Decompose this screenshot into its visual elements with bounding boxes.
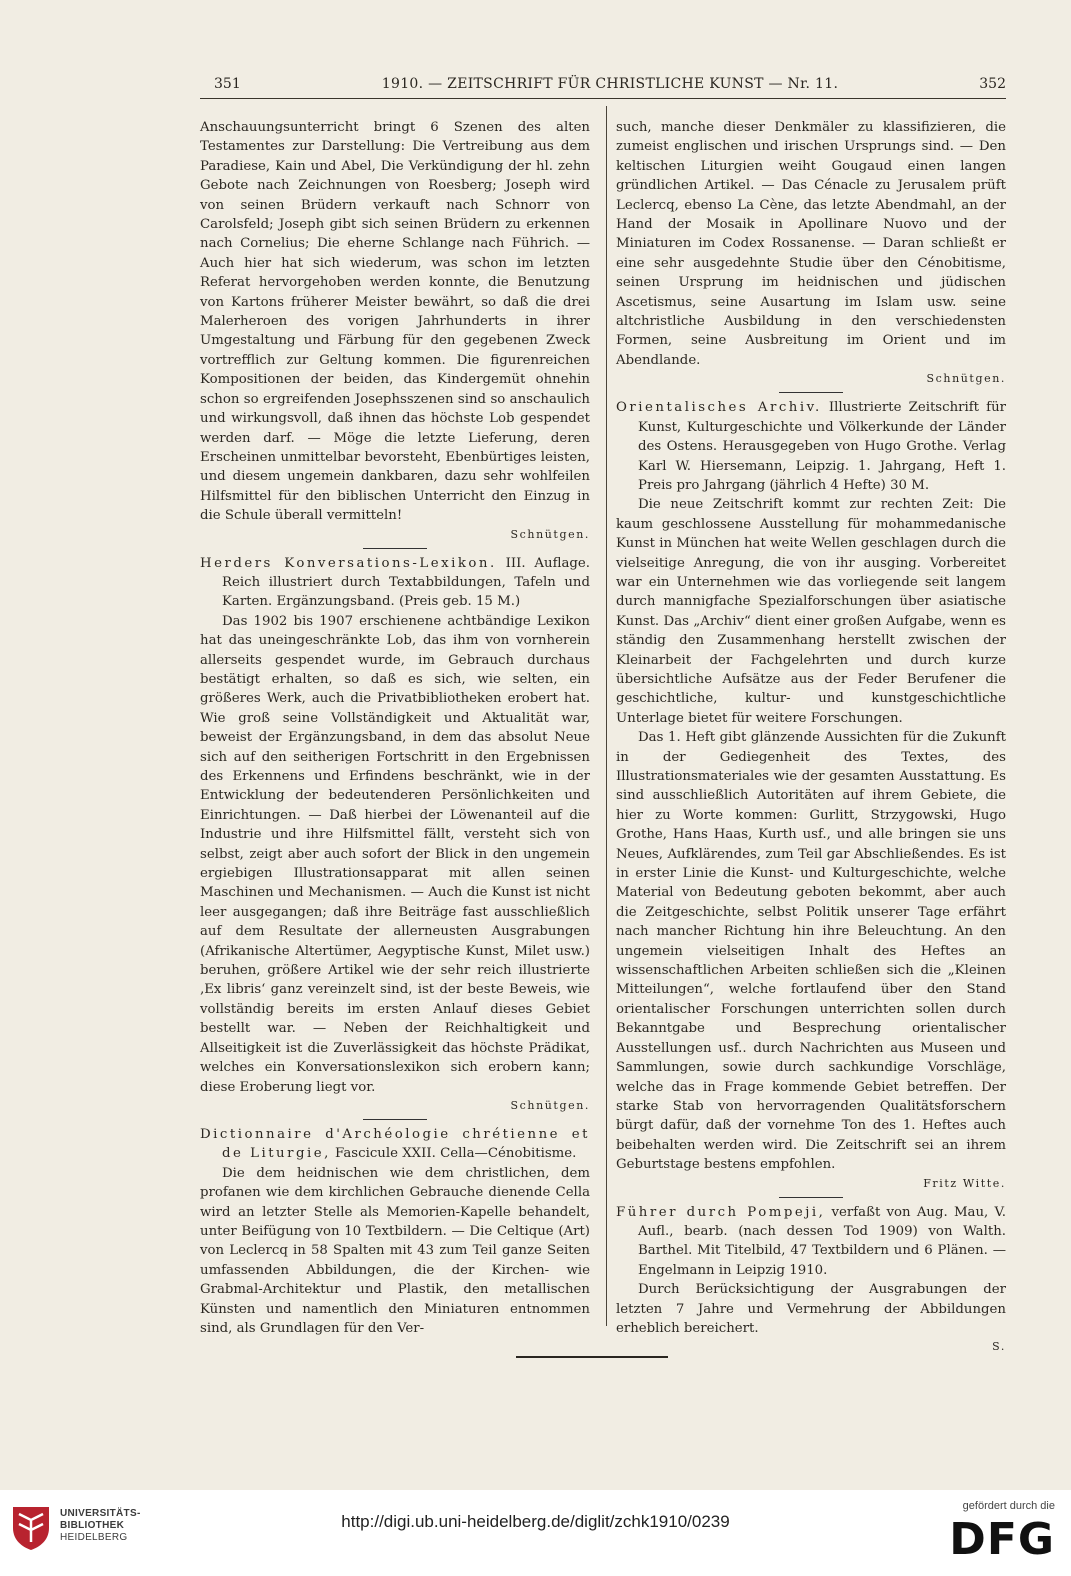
paragraph: Die neue Zeitschrift kommt zur rechten Zeit: Die kaum geschlossene Ausstellung für mohammedanische Kunst in München hat weite Wellen geschlagen durch die vielseitige Anregung, die von ihr ausging. Vorbereitet war ein Unternehmen wie das vorliegende seit langem durch mannigfache Spezialforschungen über asiatische Kunst. Das „Archiv“ dient einer großen Aufgabe, wenn es ständig den Zusammenhang herstellt zwischen der Kleinarbeit der Fachgelehrten und durch kurze übersichtliche Aufsätze aus der Feder Berufener die geschichtliche, kultur- und kunstgeschichtliche Unterlage bietet für weitere Forschungen.	[616, 497, 1006, 726]
right-column	[616, 118, 1006, 1355]
review-heading	[200, 1125, 590, 1164]
signature: Schnütgen.	[926, 372, 1006, 386]
signature: Fritz Witte.	[923, 1176, 1006, 1190]
review-details: Fascicule XXII. Cella—Cénobitisme.	[330, 1146, 577, 1162]
paragraph: Anschauungsunterricht bringt 6 Szenen des alten Testamentes zur Darstellung: Die Vertreibung aus dem Paradiese, Kain und Abel, Die Verkündigung der hl. zehn Gebote nach Zeichnungen von Roesberg; Joseph wird von seinen Brüdern verkauft nach Schnorr von Carolsfeld; Joseph gibt sich seinen Brüdern zu erkennen nach Cornelius; Die eherne Schlange nach Führich. — Auch hier hat sich wiederum, was schon im letzten Referat hervorgehoben werden konnte, die Benutzung von Kartons früherer Meister bewährt, so daß die drei Malerheroen des vorigen Jahrhunderts in ihrer Umgestaltung und Färbung für den gegebenen Zweck vortrefflich zur Geltung kommen. Die figurenreichen Kompositionen der beiden, das Kindergemüt ohnehin schon so ergreifenden Josephsszenen sind so anschaulich und wirkungsvoll, daß ihnen das höchste Lob gespendet werden darf. — Möge die letzte Lieferung, deren Erscheinen unmittelbar bevorsteht, Ebenbürtiges leisten, und diesem ungemein dankbaren, dazu sehr wohlfeilen Hilfsmittel für den biblischen Unterricht den Einzug in die Schule überall vermitteln!	[200, 120, 590, 524]
paragraph: Durch Berücksichtigung der Ausgrabungen der letzten 7 Jahre und Vermehrung der Abbildungen erheblich bereichert.	[616, 1282, 1006, 1336]
library-name-line: BIBLIOTHEK	[60, 1520, 125, 1531]
signature: Schnütgen.	[510, 1098, 590, 1112]
review-details: Illustrierte Zeitschrift für Kunst, Kulturgeschichte und Völkerkunde der Länder des Ostens. Herausgegeben von Hugo Grothe. Verlag Karl W. Hiersemann, Leipzig. 1. Jahrgang, Heft 1. Preis pro Jahrgang (jährlich 4 Hefte) 30 M.	[638, 400, 1006, 493]
viewer-footer	[0, 1490, 1071, 1576]
review-heading	[200, 554, 590, 612]
paragraph: Die dem heidnischen wie dem christlichen, dem profanen wie dem kirchlichen Gebrauche dienende Cella wird an letzter Stelle als Memorien-Kapelle behandelt, unter Beifügung von 10 Textbildern. — Die Celtique (Art) von Leclercq in 58 Spalten mit 43 zum Teil ganze Seiten umfassenden Abbildungen, die der Kirchen- wie Grabmal-Architektur und Plastik, den metallischen Künsten und namentlich den Miniaturen entnommen sind, als Grundlagen für den Ver-	[200, 1165, 590, 1336]
review-heading	[616, 1203, 1006, 1281]
journal-title: 1910. — ZEITSCHRIFT FÜR CHRISTLICHE KUNST — Nr. 11.	[381, 76, 839, 92]
running-header	[214, 76, 1006, 94]
paragraph: such, manche dieser Denkmäler zu klassifizieren, die zumeist englischen und irischen Ursprungs sind. — Den keltischen Liturgien weiht Gougaud einen langen gründlichen Artikel. — Das Cénacle zu Jerusalem prüft Leclercq, ebenso La Cène, das letzte Abendmahl, an der Hand der Mosaik in Apollinare Nuovo und der Miniaturen im Codex Rossanense. — Daran schließt er eine sehr ausgedehnte Studie über den Cénobitisme, seinen Ursprung im heidnischen und jüdischen Ascetismus, seine Ausartung im Islam usw. seine altchristliche Ausbildung in den verschiedensten Formen, seine Ausbreitung im Orient und im Abendlande.	[616, 120, 1006, 368]
separator-rule	[363, 1119, 427, 1120]
signature: Schnütgen.	[510, 527, 590, 541]
column-divider	[606, 106, 607, 1326]
separator-rule	[779, 1197, 843, 1198]
paragraph: Das 1902 bis 1907 erschienene achtbändige Lexikon hat das uneingeschränkte Lob, das ihm von vornherein allerseits gespendet wurde, im Gebrauch durchaus bestätigt erhalten, so daß es sich, wie selten, ein größeres Werk, auch die Privatbibliotheken erobert hat. Wie groß seine Vollständigkeit und Aktualität war, beweist der Ergänzungsband, in dem das absolut Neue sich auf den seitherigen Fortschritt in den Ergebnissen des Erkennens und Erfindens beschränkt, wie in der Entwicklung der bedeutenderen Persönlichkeiten und Einrichtungen. — Daß hierbei der Löwenanteil auf die Industrie und ihre Hilfsmittel fällt, versteht sich von selbst, zeigt aber auch sofort der Blick in den ungemein ergiebigen Illustrationsapparat mit allen seinen Maschinen und Mechanismen. — Auch die Kunst ist nicht leer ausgegangen; daß ihre Beiträge fast ausschließlich auf dem Resultate der allerneusten Ausgrabungen (Afrikanische Altertümer, Aegyptische Kunst, Milet usw.) beruhen, größere Artikel wie der sehr reich illustrierte ‚Ex libris‘ ganz vereinzelt sind, ist der beste Beweis, wie vollständig bereits im ersten Anlauf dieses Gebiet bestellt war. — Neben der Reichhaltigkeit und Allseitigkeit ist die Zuverlässigkeit das höchste Prädikat, welches ein Konversationslexikon sich erobern kann; diese Eroberung liegt vor.	[200, 613, 590, 1095]
review-title: Herders Konversations-Lexikon.	[200, 555, 497, 571]
review-details: verfaßt von Aug. Mau, V. Aufl., bearb. (nach dessen Tod 1909) von Walth. Barthel. Mit Titelbild, 47 Textbildern und 6 Plänen. — Engelmann in Leipzig 1910.	[638, 1204, 1006, 1278]
end-rule	[516, 1356, 668, 1358]
page-number-right: 352	[979, 76, 1006, 92]
library-name-line: UNIVERSITÄTS-	[60, 1508, 141, 1519]
review-title: Dictionnaire d'Archéologie chrétienne et de Liturgie,	[200, 1126, 590, 1162]
page-number-left: 351	[214, 76, 241, 92]
paragraph: Das 1. Heft gibt glänzende Aussichten für die Zukunft in der Gediegenheit des Textes, des Illustrationsmateriales wie der gesamten Ausstattung. Es sind ausschließlich Autoritäten auf ihrem Gebiete, die hier zu Worte kommen: Gurlitt, Strzygowski, Hugo Grothe, Hans Haas, Kurth usf., und alle bringen sie uns Neues, Aufklärendes, zum Teil gar Abschließendes. Es ist in erster Linie die Kunst- und Kulturgeschichte, welche Material von Bedeutung geboten bekommt, aber auch die Zeitgeschichte, selbst Politik unserer Tage erfährt nach mancher Richtung hin ihre Beleuchtung. An den ungemein vielseitigen Inhalt des Heftes an wissenschaftlichen Arbeiten schließen sich die „Kleinen Mitteilungen“, welche fortlaufend über den Stand orientalischer Forschungen unterrichten sollen durch Bekanntgabe und Besprechung orientalischer Ausstellungen usf.. durch Nachrichten aus Museen und Sammlungen, sowie durch sachkundige Vorschläge, welche das in Frage kommende Gebiet betreffen. Der starke Stab von hervorragenden Qualitätsforschern bürgt dafür, daß der vornehme Ton des 1. Heftes auch beibehalten werden wird. Die Zeitschrift sei an ihrem Geburtstage bestens empfohlen.	[616, 730, 1006, 1173]
dfg-logo: DFG	[949, 1514, 1055, 1565]
review-details: III. Auflage. Reich illustriert durch Textabbildungen, Tafeln und Karten. Ergänzungsband. (Preis geb. 15 M.)	[222, 555, 590, 610]
separator-rule	[363, 548, 427, 549]
review-heading	[616, 398, 1006, 495]
separator-rule	[779, 392, 843, 393]
header-rule	[200, 98, 1006, 99]
left-column	[200, 118, 590, 1338]
funding-note: gefördert durch die	[962, 1500, 1055, 1512]
review-title: Orientalisches Archiv.	[616, 400, 822, 416]
library-name-line: HEIDELBERG	[60, 1532, 128, 1543]
signature: S.	[992, 1340, 1006, 1354]
review-title: Führer durch Pompeji,	[616, 1204, 826, 1220]
permalink-url[interactable]: http://digi.ub.uni-heidelberg.de/diglit/zchk1910/0239	[341, 1512, 730, 1531]
